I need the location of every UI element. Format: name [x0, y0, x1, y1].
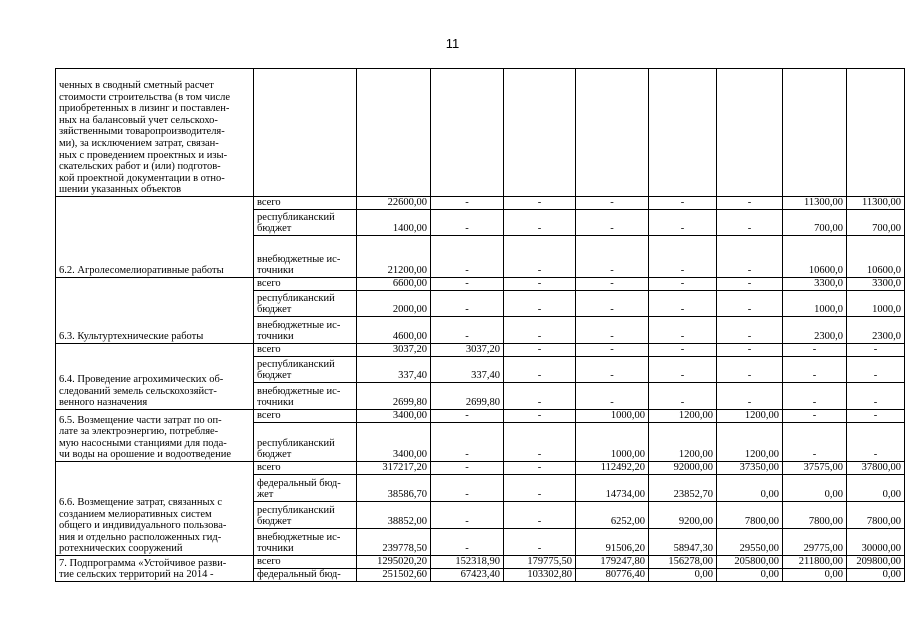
year-value: -: [576, 236, 649, 278]
year-value: 80776,40: [576, 569, 649, 582]
total-value: 239778,50: [357, 529, 431, 556]
text-line: федеральный бюд-: [257, 477, 341, 489]
table-row: [56, 462, 905, 475]
text-line: точники: [257, 397, 294, 409]
item-name: [56, 410, 254, 462]
year-value: 1000,00: [576, 410, 649, 423]
text-line: жет: [257, 489, 274, 501]
text-line: бюджет: [257, 223, 292, 235]
year-value: 1000,00: [576, 423, 649, 462]
year-value: 10600,0: [847, 236, 905, 278]
year-value: 58947,30: [649, 529, 717, 556]
text-line: внебюджетные ис-: [257, 385, 341, 397]
year-value: -: [431, 317, 504, 344]
table-row: [56, 197, 905, 210]
year-value: 179775,50: [504, 556, 576, 569]
text-line: точники: [257, 265, 294, 277]
year-value: -: [649, 210, 717, 236]
year-value: 6252,00: [576, 502, 649, 529]
text-line: кой проектной документации в отно-: [59, 172, 225, 184]
year-value: 1200,00: [649, 410, 717, 423]
total-value: 21200,00: [357, 236, 431, 278]
text-line: следований земель сельскохозяйст-: [59, 385, 217, 397]
year-value: -: [783, 423, 847, 462]
funding-source: [254, 423, 357, 462]
funding-source: [254, 236, 357, 278]
total-value: 38852,00: [357, 502, 431, 529]
year-value: -: [576, 197, 649, 210]
year-value: 1200,00: [717, 410, 783, 423]
text-line: всего: [257, 344, 281, 356]
funding-source: [254, 278, 357, 291]
page-number: 11: [445, 36, 460, 51]
year-value: 1200,00: [649, 423, 717, 462]
empty-cell: [576, 69, 649, 197]
year-value: 2699,80: [431, 383, 504, 410]
budget-table: [55, 68, 905, 582]
year-value: -: [504, 529, 576, 556]
year-value: 7800,00: [717, 502, 783, 529]
total-value: 251502,60: [357, 569, 431, 582]
year-value: 30000,00: [847, 529, 905, 556]
text-line: стоимости строительства (в том числе: [59, 91, 231, 103]
text-line: бюджет: [257, 449, 292, 461]
year-value: -: [783, 410, 847, 423]
year-value: 7800,00: [847, 502, 905, 529]
empty-cell: [717, 69, 783, 197]
year-value: -: [649, 197, 717, 210]
text-line: всего: [257, 462, 281, 474]
year-value: -: [431, 236, 504, 278]
year-value: -: [649, 344, 717, 357]
year-value: 205800,00: [717, 556, 783, 569]
text-line: точники: [257, 543, 294, 555]
total-value: 38586,70: [357, 475, 431, 502]
year-value: -: [431, 291, 504, 317]
year-value: -: [431, 210, 504, 236]
total-value: 2000,00: [357, 291, 431, 317]
total-value: 3037,20: [357, 344, 431, 357]
year-value: 0,00: [717, 569, 783, 582]
funding-source: [254, 502, 357, 529]
year-value: -: [504, 210, 576, 236]
year-value: -: [649, 357, 717, 383]
total-value: 1400,00: [357, 210, 431, 236]
text-line: всего: [257, 410, 281, 422]
year-value: 1000,0: [783, 291, 847, 317]
funding-source: [254, 383, 357, 410]
year-value: 23852,70: [649, 475, 717, 502]
year-value: 0,00: [649, 569, 717, 582]
year-value: -: [431, 197, 504, 210]
text-line: 6.3. Культуртехнические работы: [59, 331, 204, 343]
funding-source: [254, 210, 357, 236]
continuation-text: [56, 69, 254, 197]
item-name: [56, 556, 254, 582]
text-line: зяйственными товаропроизводителя-: [59, 126, 225, 138]
year-value: 3037,20: [431, 344, 504, 357]
year-value: 37350,00: [717, 462, 783, 475]
year-value: -: [504, 344, 576, 357]
funding-source: [254, 556, 357, 569]
total-value: 3400,00: [357, 423, 431, 462]
year-value: -: [847, 357, 905, 383]
text-line: республиканский: [257, 504, 335, 516]
total-value: 22600,00: [357, 197, 431, 210]
year-value: 211800,00: [783, 556, 847, 569]
year-value: 7800,00: [783, 502, 847, 529]
funding-source: [254, 462, 357, 475]
year-value: -: [504, 317, 576, 344]
item-name: [56, 344, 254, 410]
year-value: -: [431, 529, 504, 556]
year-value: -: [504, 423, 576, 462]
text-line: ротехнических сооружений: [59, 543, 183, 555]
year-value: -: [431, 462, 504, 475]
total-value: 4600,00: [357, 317, 431, 344]
empty-cell: [254, 69, 357, 197]
item-name: [56, 197, 254, 278]
text-line: 6.5. Возмещение части затрат по оп-: [59, 414, 222, 426]
text-line: 6.2. Агролесомелиоративные работы: [59, 265, 224, 277]
text-line: ченных в сводный сметный расчет: [59, 80, 214, 92]
table-row: [56, 344, 905, 357]
year-value: 0,00: [783, 475, 847, 502]
text-line: ми), за исключением затрат, связан-: [59, 138, 219, 150]
item-name: [56, 278, 254, 344]
text-line: республиканский: [257, 292, 335, 304]
funding-source: [254, 529, 357, 556]
year-value: 91506,20: [576, 529, 649, 556]
text-line: бюджет: [257, 516, 292, 528]
text-line: приобретенных в лизинг и поставлен-: [59, 103, 230, 115]
year-value: 29550,00: [717, 529, 783, 556]
year-value: 0,00: [783, 569, 847, 582]
year-value: 209800,00: [847, 556, 905, 569]
text-line: лате за электроэнергию, потребляе-: [59, 426, 219, 438]
year-value: -: [717, 383, 783, 410]
year-value: 0,00: [717, 475, 783, 502]
year-value: -: [649, 383, 717, 410]
funding-source: [254, 197, 357, 210]
empty-cell: [357, 69, 431, 197]
table-row: [56, 278, 905, 291]
year-value: 179247,80: [576, 556, 649, 569]
text-line: общего и индивидуального пользова-: [59, 520, 227, 532]
year-value: -: [717, 317, 783, 344]
text-line: 6.6. Возмещение затрат, связанных с: [59, 497, 223, 509]
text-line: внебюджетные ис-: [257, 319, 341, 331]
year-value: -: [717, 357, 783, 383]
year-value: 337,40: [431, 357, 504, 383]
text-line: всего: [257, 556, 281, 568]
year-value: -: [504, 462, 576, 475]
year-value: -: [504, 475, 576, 502]
year-value: -: [431, 423, 504, 462]
table-row: [56, 410, 905, 423]
empty-cell: [649, 69, 717, 197]
text-line: бюджет: [257, 370, 292, 382]
year-value: -: [847, 383, 905, 410]
year-value: 37800,00: [847, 462, 905, 475]
text-line: шении указанных объектов: [59, 184, 182, 196]
empty-cell: [504, 69, 576, 197]
year-value: 112492,20: [576, 462, 649, 475]
text-line: федеральный бюд-: [257, 569, 341, 581]
year-value: -: [576, 383, 649, 410]
year-value: -: [431, 410, 504, 423]
year-value: -: [576, 291, 649, 317]
year-value: -: [504, 236, 576, 278]
total-value: 1295020,20: [357, 556, 431, 569]
year-value: 14734,00: [576, 475, 649, 502]
year-value: -: [649, 291, 717, 317]
year-value: -: [847, 344, 905, 357]
funding-source: [254, 291, 357, 317]
year-value: 700,00: [847, 210, 905, 236]
year-value: -: [504, 410, 576, 423]
year-value: -: [431, 278, 504, 291]
text-line: республиканский: [257, 358, 335, 370]
year-value: 152318,90: [431, 556, 504, 569]
year-value: -: [576, 357, 649, 383]
item-name: [56, 462, 254, 556]
table-row: [56, 556, 905, 569]
year-value: 0,00: [847, 569, 905, 582]
text-line: ных с проведением проектных и изы-: [59, 149, 228, 161]
text-line: тие сельских территорий на 2014 -: [59, 569, 214, 581]
total-value: 6600,00: [357, 278, 431, 291]
year-value: -: [504, 502, 576, 529]
year-value: 29775,00: [783, 529, 847, 556]
year-value: 37575,00: [783, 462, 847, 475]
year-value: -: [504, 291, 576, 317]
year-value: 156278,00: [649, 556, 717, 569]
text-line: точники: [257, 331, 294, 343]
year-value: -: [717, 236, 783, 278]
funding-source: [254, 410, 357, 423]
total-value: 337,40: [357, 357, 431, 383]
funding-source: [254, 475, 357, 502]
year-value: 3300,0: [783, 278, 847, 291]
year-value: -: [504, 278, 576, 291]
funding-source: [254, 317, 357, 344]
text-line: созданием мелиоративных систем: [59, 508, 212, 520]
empty-cell: [431, 69, 504, 197]
year-value: 1000,0: [847, 291, 905, 317]
total-value: 317217,20: [357, 462, 431, 475]
text-line: чи воды на орошение и водоотведение: [59, 449, 231, 461]
funding-source: [254, 569, 357, 582]
text-line: скательских работ и (или) подготов-: [59, 161, 221, 173]
text-line: бюджет: [257, 304, 292, 316]
year-value: -: [783, 357, 847, 383]
year-value: -: [576, 317, 649, 344]
year-value: -: [576, 278, 649, 291]
year-value: -: [576, 344, 649, 357]
year-value: 11300,00: [783, 197, 847, 210]
total-value: 2699,80: [357, 383, 431, 410]
year-value: 92000,00: [649, 462, 717, 475]
text-line: 6.4. Проведение агрохимических об-: [59, 374, 224, 386]
year-value: -: [431, 475, 504, 502]
year-value: -: [649, 317, 717, 344]
text-line: республиканский: [257, 437, 335, 449]
year-value: -: [504, 357, 576, 383]
year-value: 10600,0: [783, 236, 847, 278]
year-value: -: [783, 383, 847, 410]
year-value: -: [717, 278, 783, 291]
year-value: 2300,0: [847, 317, 905, 344]
text-line: ных на балансовый учет сельскохо-: [59, 114, 218, 126]
year-value: -: [783, 344, 847, 357]
empty-cell: [847, 69, 905, 197]
funding-source: [254, 357, 357, 383]
year-value: -: [504, 383, 576, 410]
year-value: -: [717, 210, 783, 236]
empty-cell: [783, 69, 847, 197]
text-line: венного назначения: [59, 397, 148, 409]
year-value: -: [847, 423, 905, 462]
year-value: 1200,00: [717, 423, 783, 462]
continuation-row: [56, 69, 905, 197]
year-value: -: [431, 502, 504, 529]
text-line: всего: [257, 197, 281, 209]
year-value: -: [717, 291, 783, 317]
year-value: 2300,0: [783, 317, 847, 344]
year-value: 3300,0: [847, 278, 905, 291]
year-value: -: [717, 344, 783, 357]
funding-source: [254, 344, 357, 357]
text-line: внебюджетные ис-: [257, 253, 341, 265]
year-value: -: [649, 278, 717, 291]
text-line: внебюджетные ис-: [257, 531, 341, 543]
text-line: всего: [257, 278, 281, 290]
year-value: -: [576, 210, 649, 236]
text-line: республиканский: [257, 211, 335, 223]
total-value: 3400,00: [357, 410, 431, 423]
year-value: 11300,00: [847, 197, 905, 210]
year-value: 9200,00: [649, 502, 717, 529]
year-value: -: [717, 197, 783, 210]
year-value: -: [649, 236, 717, 278]
year-value: 0,00: [847, 475, 905, 502]
text-line: мую насосными станциями для пода-: [59, 437, 227, 449]
year-value: -: [847, 410, 905, 423]
year-value: 700,00: [783, 210, 847, 236]
text-line: 7. Подпрограмма «Устойчивое разви-: [59, 557, 227, 569]
year-value: 67423,40: [431, 569, 504, 582]
text-line: ния и отдельно расположенных гид-: [59, 531, 222, 543]
year-value: 103302,80: [504, 569, 576, 582]
year-value: -: [504, 197, 576, 210]
